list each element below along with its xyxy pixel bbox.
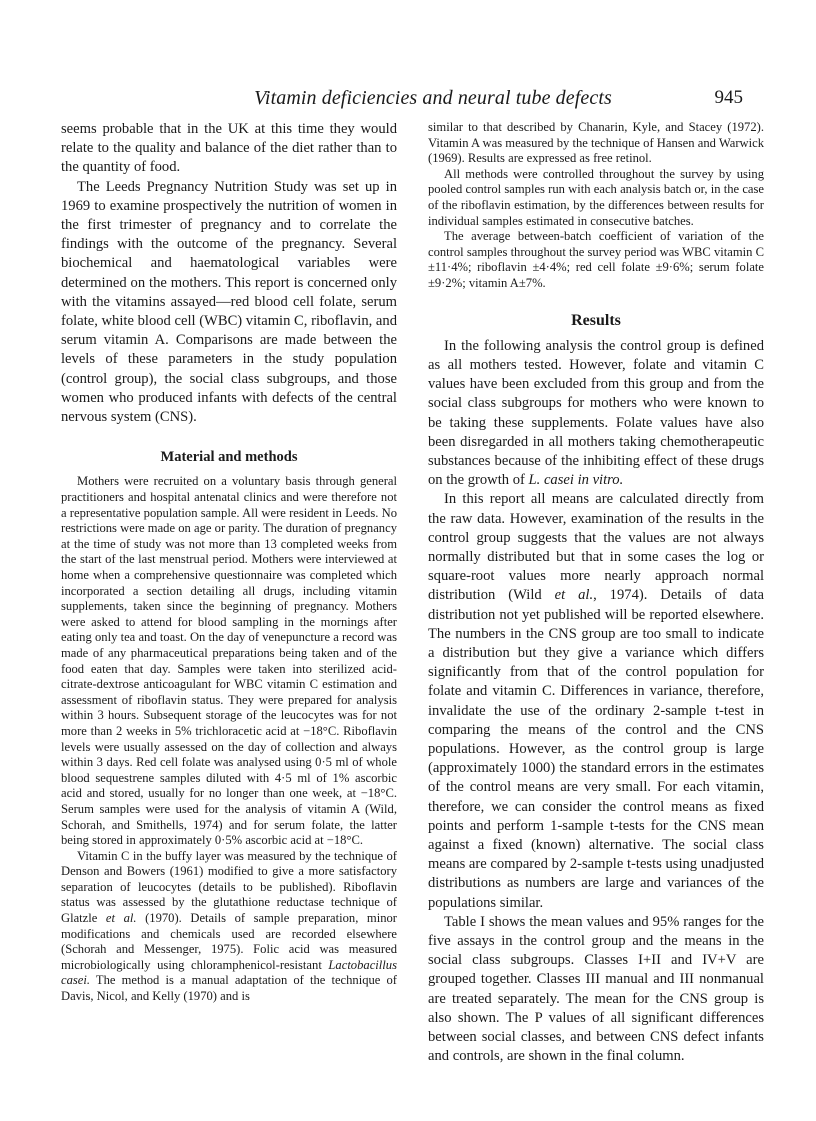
text-run: , 1974). Details of data distribution not yet published will be reported elsewhere. The numbers in the CNS group are too small to indicate a distribution but they give a variance which differs significantly from that of the control population for folate and vitamin C. Differences in variance, therefore, invalidate the use of the ordinary 2-sample t-test in comparing the means of the control and the CNS populations. However, as the control group is large (approximately 1000) the standard errors in the estimates of the control means are very small. For each vitamin, therefore, we can consider the control means as fixed points and perform 1-sample t-tests for the CNS mean against a fixed (known) alternative. The social class means are compared by 2-sample t-tests using unadjusted distributions as numbers are large and variances of the populations similar.	[428, 587, 764, 911]
results-paragraph-table-description: Table I shows the mean values and 95% ranges for the five assays in the control group and the means in the social class subgroups. Classes I+II and IV+V are grouped together. Classes III manual and III nonmanual are treated separately. The mean for the CNS group is also shown. The P values of all significant differences between social classes, and between CNS defect infants and controls, are shown in the final column.	[428, 913, 764, 1065]
page-header	[0, 87, 816, 113]
methods-paragraph-variation: The average between-batch coefficient of variation of the control samples throughout the survey period was WBC vitamin C ±11·4%; riboflavin ±4·4%; red cell folate ±9·6%; serum folate ±9·2%; vitamin A±7%.	[428, 229, 764, 290]
species-name: L. casei in vitro.	[528, 472, 624, 489]
species-name: Lactobacillus casei.	[61, 957, 397, 988]
methods-paragraph-recruitment: Mothers were recruited on a voluntary basis through general practitioners and hospital antenatal clinics and were therefore not a representative population sample. All were resident in Leeds. No restrictions were made on age or parity. The duration of pregnancy at the time of study was not more than 13 completed weeks from the start of the last menstrual period. Mothers were interviewed at home when a comprehensive questionnaire was completed which incorporated a section detailing all drugs, including vitamin supplements, taken since the beginning of pregnancy. Mothers were asked to attend for blood sampling in the mornings after eating only tea and toast. On the day of venepuncture a record was made of any pharmaceutical preparations being taken and of the food eaten that day. Samples were taken into sterilized acid-citrate-dextrose anticoagulant for WBC vitamin C estimation and assessment of riboflavin status. They were prepared for analysis within 3 hours. Subsequent storage of the leucocytes was for not more than 2 weeks in 5% trichloracetic acid at −18°C. Riboflavin levels were usually assessed on the day of collection and always within 3 days. Red cell folate was analysed using 0·5 ml of whole blood sequestrene samples diluted with 4·5 ml of 1% ascorbic acid and stored, usually for no longer than one week, at −18°C. Serum samples were used for the analysis of vitamin A (Wild, Schorah, and Smithells, 1974) and for serum folate, the latter being stored in approximately 0·5% ascorbic acid at −18°C.	[61, 474, 397, 848]
section-heading-methods: Material and methods	[160, 449, 298, 466]
section-heading-results: Results	[571, 311, 621, 329]
methods-paragraph-continued: similar to that described by Chanarin, Kyle, and Stacey (1972). Vitamin A was measured by the technique of Hansen and Warwick (1969). Results are expressed as free retinol.	[428, 120, 764, 166]
text-run: The method is a manual adaptation of the technique of Davis, Nicol, and Kelly (1970) and is	[61, 973, 397, 1004]
italic-run: et al.	[105, 911, 137, 926]
results-paragraph-control-group	[428, 337, 764, 491]
page-number: 945	[714, 87, 743, 108]
text-run: (1970). Details of sample preparation, minor modifications and chemicals used are recorded elsewhere (Schorah and Messenger, 1975). Folic acid was measured microbiologically using chloramphenicol-resistant	[61, 911, 397, 972]
intro-paragraph-study: The Leeds Pregnancy Nutrition Study was set up in 1969 to examine prospectively the nutrition of women in the first trimester of pregnancy and to correlate the findings with the outcome of the pregnancy. Several biochemical and haematological variables were determined on the mothers. This report is concerned only with the vitamins assayed—red blood cell folate, serum folate, white blood cell (WBC) vitamin C, riboflavin, and serum vitamin A. Comparisons are made between the levels of these parameters in the study population (control group), the social class subgroups, and those women who produced infants with defects of the central nervous system (CNS).	[61, 178, 397, 426]
text-run: In the following analysis the control group is defined as all mothers tested. However, folate and vitamin C values have been excluded from this group and from the social class subgroups for mothers who were known to be taking these supplements. Folate values have also been disregarded in all mothers taking chemotherapeutic substances because of the inhibiting effect of these drugs on the growth of	[428, 337, 764, 489]
methods-paragraph-assays	[61, 849, 397, 1005]
italic-run: et al.	[554, 587, 594, 604]
left-column	[61, 120, 397, 1005]
intro-paragraph-continued: seems probable that in the UK at this time they would relate to the quality and balance of the diet rather than to the quantity of food.	[61, 121, 397, 176]
methods-paragraph-controls: All methods were controlled throughout the survey by using pooled control samples run with each analysis batch or, in the case of the riboflavin estimation, by the differences between results for individual samples estimated in consecutive batches.	[428, 166, 764, 228]
running-title: Vitamin deficiencies and neural tube defects	[254, 87, 612, 109]
text-run: Vitamin C in the buffy layer was measured by the technique of Denson and Bowers (1961) modified to give a more satisfactory separation of leucocytes (details to be published). Riboflavin status was assessed by the glutathione reductase technique of Glatzle	[61, 848, 397, 926]
right-column	[428, 120, 764, 1066]
results-paragraph-statistics	[428, 490, 764, 912]
text-run: In this report all means are calculated directly from the raw data. However, examination of the results in the control group suggests that the values are not always normally distributed but that in some cases the log or square-root values more nearly approach normal distribution (Wild	[428, 491, 764, 604]
